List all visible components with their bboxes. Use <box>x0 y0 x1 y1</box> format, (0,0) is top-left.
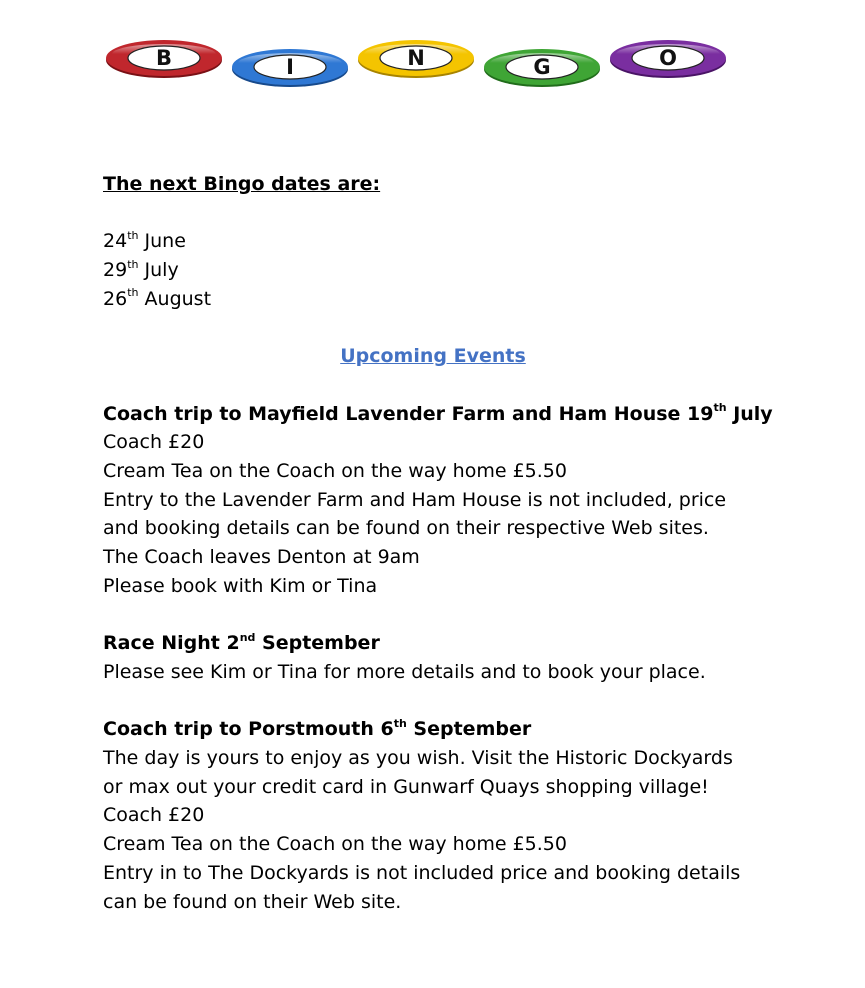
bingo-ball-g <box>484 49 600 87</box>
event-line: or max out your credit card in Gunwarf Quays shopping village! <box>103 775 709 798</box>
event-title: Coach trip to Porstmouth 6th September <box>103 716 532 741</box>
event-line: The day is yours to enjoy as you wish. Visit the Historic Dockyards <box>103 746 733 769</box>
event-race-night <box>103 629 823 686</box>
bingo-ball-i <box>232 49 348 87</box>
event-mayfield <box>103 400 823 601</box>
bingo-ball-n <box>358 40 474 78</box>
event-line: can be found on their Web site. <box>103 890 402 913</box>
event-line: Please book with Kim or Tina <box>103 574 378 597</box>
svg-text:B: B <box>155 46 173 70</box>
event-line: The Coach leaves Denton at 9am <box>103 546 420 569</box>
document-body <box>103 170 823 916</box>
event-title: Coach trip to Mayfield Lavender Farm and Ham House 19th July <box>103 401 773 425</box>
event-line: Please see Kim or Tina for more details and to book your place. <box>103 660 706 683</box>
svg-text:O: O <box>659 46 677 70</box>
bingo-dates-list <box>103 227 823 313</box>
bingo-ball-b <box>106 40 222 78</box>
event-line: and booking details can be found on their respective Web sites. <box>103 517 709 540</box>
svg-text:G: G <box>533 55 551 79</box>
upcoming-events-title: Upcoming Events <box>340 345 526 368</box>
event-line: Coach £20 <box>103 804 205 827</box>
bingo-balls <box>104 38 736 88</box>
event-line: Coach £20 <box>103 431 205 454</box>
bingo-dates-heading: The next Bingo dates are: <box>103 173 381 195</box>
bingo-date: 29th July <box>103 257 179 282</box>
bingo-ball-o <box>610 40 726 78</box>
event-line: Entry to the Lavender Farm and Ham House is not included, price <box>103 488 727 511</box>
event-line: Entry in to The Dockyards is not included price and booking details <box>103 861 741 884</box>
event-title: Race Night 2nd September <box>103 630 380 655</box>
bingo-logo <box>104 38 736 88</box>
bingo-date: 24th June <box>103 229 186 253</box>
event-line: Cream Tea on the Coach on the way home £5.50 <box>103 459 567 482</box>
bingo-date: 26th August <box>103 286 212 310</box>
svg-text:I: I <box>286 55 294 79</box>
event-portsmouth <box>103 715 823 916</box>
event-line: Cream Tea on the Coach on the way home £5.50 <box>103 833 567 856</box>
svg-text:N: N <box>407 46 425 70</box>
